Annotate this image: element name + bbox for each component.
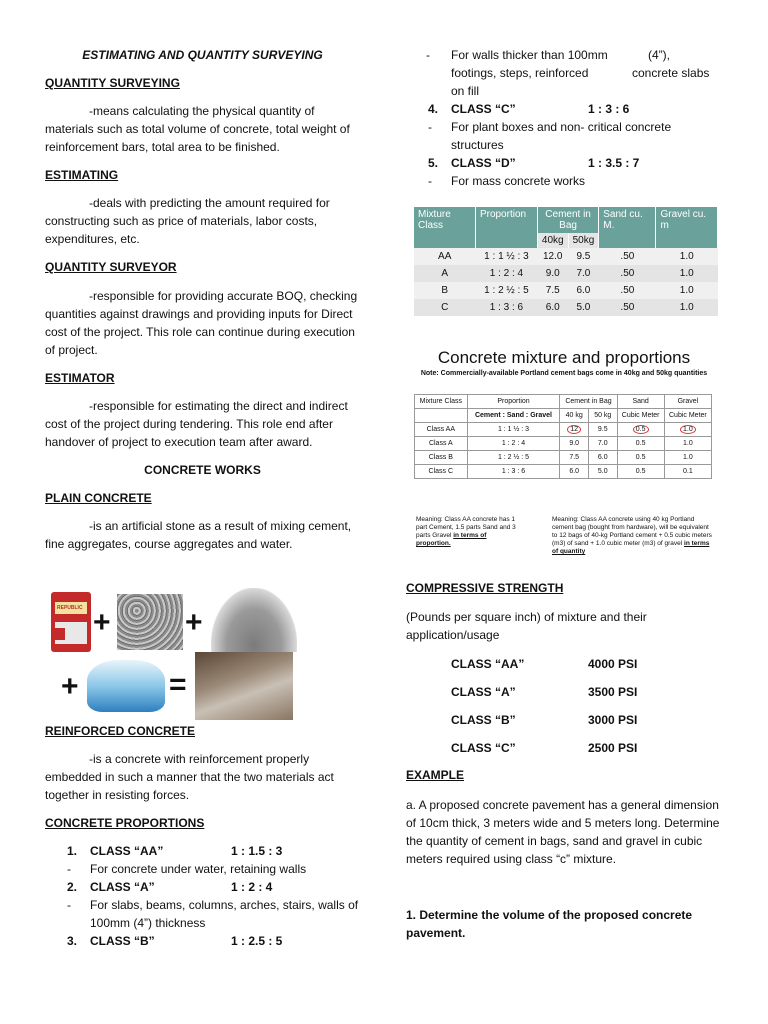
figure-cell: 6.0 xyxy=(588,451,617,465)
table-cell: 1.0 xyxy=(656,248,718,265)
table-header: Gravel cu. m xyxy=(656,207,718,248)
text-plain-concrete: -is an artificial stone as a result of mixing cement, fine aggregates, course aggregates and water. xyxy=(45,519,352,551)
circled-value: 0.5 xyxy=(633,425,649,434)
equals-sign: = xyxy=(169,668,187,701)
concrete-mixture-figure xyxy=(414,348,714,572)
strength-value: 2500 PSI xyxy=(588,741,638,755)
figure-title: Concrete mixture and proportions xyxy=(437,348,691,367)
table-cell: .50 xyxy=(599,299,656,316)
text-estimating: -deals with predicting the amount required for constructing such as price of materials, labor costs, expenditures, etc. xyxy=(45,196,330,246)
text-reinforced-concrete: -is a concrete with reinforcement properly embedded in such a manner that the two materials act together in resisting forces. xyxy=(45,752,334,802)
figure-subheader: 40 kg xyxy=(560,409,589,423)
table-cell: 5.0 xyxy=(568,299,599,316)
class-b-desc-part-2b: concrete slabs xyxy=(632,66,710,80)
table-cell: 1.0 xyxy=(656,299,718,316)
table-cell: 1 : 3 : 6 xyxy=(475,299,537,316)
figure-subheader: Cubic Meter xyxy=(617,409,664,423)
item-label: CLASS “C” xyxy=(451,102,516,116)
table-cell: B xyxy=(414,282,475,299)
table-cell: 7.0 xyxy=(568,265,599,282)
item-ratio: 1 : 3 : 6 xyxy=(588,102,630,116)
item-label: CLASS “A” xyxy=(90,880,155,894)
class-b-desc-part-1b: (4”), xyxy=(648,48,670,62)
figure-cell: 1.0 xyxy=(664,437,711,451)
heading-compressive-strength: COMPRESSIVE STRENGTH xyxy=(406,581,564,595)
strength-label: CLASS “A” xyxy=(451,685,516,699)
table-cell: AA xyxy=(414,248,475,265)
gravel-picture xyxy=(117,594,183,650)
item-number: 2. xyxy=(67,880,78,894)
figure-cell: 1.0 xyxy=(664,451,711,465)
table-cell: .50 xyxy=(599,248,656,265)
table-row xyxy=(414,248,718,265)
step-one: 1. Determine the volume of the proposed concrete pavement. xyxy=(406,908,693,940)
table-cell: 1 : 1 ½ : 3 xyxy=(475,248,537,265)
table-row xyxy=(414,282,718,299)
text-quantity-surveyor: -responsible for providing accurate BOQ, checking quantities against drawings and providing inputs for Direct cost of the project. This role can continue during execution of project. xyxy=(45,289,358,357)
figure-cell: 5.0 xyxy=(588,465,617,479)
strength-label: CLASS “AA” xyxy=(451,657,525,671)
table-cell: .50 xyxy=(599,265,656,282)
text-quantity-surveying: -means calculating the physical quantity of materials such as total volume of concrete, total weight of reinforcement bars, total area to be finished. xyxy=(45,104,350,154)
item-ratio: 1 : 2.5 : 5 xyxy=(231,934,283,948)
figure-table xyxy=(414,394,712,479)
table-row xyxy=(414,299,718,316)
item-number: 4. xyxy=(428,102,439,116)
heading-quantity-surveyor: QUANTITY SURVEYOR xyxy=(45,260,177,274)
figure-cell: 0.5 xyxy=(617,465,664,479)
table-cell: 7.5 xyxy=(537,282,568,299)
table-header: Mixture Class xyxy=(414,207,475,248)
figure-cell: 9.5 xyxy=(588,423,617,437)
figure-cell xyxy=(617,423,664,437)
concrete-mix-picture xyxy=(195,652,293,720)
text-estimator: -responsible for estimating the direct and indirect cost of the project during tendering. This role end after handover of project to execution team after award. xyxy=(45,399,348,449)
figure-cell: 0.5 xyxy=(617,451,664,465)
figure-cell: 1 : 2 : 4 xyxy=(467,437,560,451)
mixture-class-table xyxy=(414,207,718,316)
table-cell: C xyxy=(414,299,475,316)
item-number: 5. xyxy=(428,156,439,170)
item-description: For concrete under water, retaining walls xyxy=(90,862,307,876)
circled-value: 1.0 xyxy=(680,425,696,434)
table-header: Sand cu. M. xyxy=(599,207,656,248)
heading-plain-concrete: PLAIN CONCRETE xyxy=(45,491,152,505)
figure-cell: Class AA xyxy=(415,423,468,437)
figure-header: Cement in Bag xyxy=(560,395,617,409)
class-b-desc-part-2: footings, steps, reinforced xyxy=(451,66,589,80)
figure-row xyxy=(415,437,712,451)
figure-header: Sand xyxy=(617,395,664,409)
circled-value: 12 xyxy=(567,425,581,434)
water-picture xyxy=(87,660,165,712)
table-cell: 1 : 2 ½ : 5 xyxy=(475,282,537,299)
item-description: For plant boxes and non- critical concrete structures xyxy=(451,120,672,152)
figure-row xyxy=(415,465,712,479)
figure-header: Proportion xyxy=(467,395,560,409)
item-description: For slabs, beams, columns, arches, stairs, walls of 100mm (4”) thickness xyxy=(90,898,359,930)
table-cell: 1.0 xyxy=(656,265,718,282)
figure-cell xyxy=(664,423,711,437)
table-header: Proportion xyxy=(475,207,537,248)
table-header: Cement in Bag xyxy=(537,207,598,233)
figure-header: Gravel xyxy=(664,395,711,409)
figure-cell: 6.0 xyxy=(560,465,589,479)
text-example: a. A proposed concrete pavement has a general dimension of 10cm thick, 3 meters wide and 5 meters long. Determine the quantity of cement in bags, sand and gravel in cubic meters required using class “c” mixture. xyxy=(406,798,720,866)
item-ratio: 1 : 1.5 : 3 xyxy=(231,844,283,858)
figure-cell: Class C xyxy=(415,465,468,479)
item-ratio: 1 : 3.5 : 7 xyxy=(588,156,640,170)
heading-concrete-works: CONCRETE WORKS xyxy=(144,463,261,477)
figure-cell: Class B xyxy=(415,451,468,465)
figure-header: Mixture Class xyxy=(415,395,468,409)
bullet-dash: - xyxy=(428,174,432,188)
table-cell: 12.0 xyxy=(537,248,568,265)
plus-sign: + xyxy=(93,606,111,639)
meaning-quantity-emphasis: in terms of quantity xyxy=(552,540,710,555)
figure-row xyxy=(415,451,712,465)
bullet-dash: - xyxy=(428,120,432,134)
table-subheader: 40kg xyxy=(537,233,568,248)
strength-list xyxy=(406,655,726,765)
strength-label: CLASS “B” xyxy=(451,713,516,727)
plus-sign: + xyxy=(185,606,203,639)
item-description: For mass concrete works xyxy=(451,174,586,188)
strength-value: 3500 PSI xyxy=(588,685,638,699)
figure-cell xyxy=(415,409,468,423)
table-cell: 1.0 xyxy=(656,282,718,299)
table-cell: 9.5 xyxy=(568,248,599,265)
sand-picture xyxy=(211,588,297,652)
table-cell: A xyxy=(414,265,475,282)
figure-cell: 0.1 xyxy=(664,465,711,479)
item-label: CLASS “B” xyxy=(90,934,155,948)
table-cell: 6.0 xyxy=(568,282,599,299)
meaning-quantity-text: Meaning: Class AA concrete using 40 kg Portland cement bag (bought from hardware), will be equivalent to 12 bags of 40-kg Portland cement + 0.5 cubic meters (m3) of sand + 1.0 cubic meter (m3) of gravel xyxy=(552,516,712,547)
figure-cell: 7.0 xyxy=(588,437,617,451)
heading-estimator: ESTIMATOR xyxy=(45,371,115,385)
class-b-desc-part-3: on fill xyxy=(451,84,480,98)
heading-concrete-proportions: CONCRETE PROPORTIONS xyxy=(45,816,205,830)
item-number: 1. xyxy=(67,844,78,858)
item-label: CLASS “AA” xyxy=(90,844,164,858)
class-b-desc-part-1: For walls thicker than 100mm xyxy=(451,48,608,62)
figure-cell: 1 : 2 ½ : 5 xyxy=(467,451,560,465)
table-cell: .50 xyxy=(599,282,656,299)
heading-estimating: ESTIMATING xyxy=(45,168,119,182)
figure-cell xyxy=(560,423,589,437)
table-row xyxy=(414,265,718,282)
figure-cell: Class A xyxy=(415,437,468,451)
meaning-proportion xyxy=(416,516,516,548)
plus-sign: + xyxy=(61,670,79,703)
cement-bag-picture xyxy=(49,588,93,654)
figure-row xyxy=(415,423,712,437)
item-label: CLASS “D” xyxy=(451,156,516,170)
bullet-dash: - xyxy=(67,862,71,876)
strength-value: 4000 PSI xyxy=(588,657,638,671)
figure-cell: 7.5 xyxy=(560,451,589,465)
figure-cell: 0.5 xyxy=(617,437,664,451)
strength-value: 3000 PSI xyxy=(588,713,638,727)
text-compressive-strength: (Pounds per square inch) of mixture and their application/usage xyxy=(406,610,647,642)
bullet-dash: - xyxy=(426,48,430,62)
figure-subheader: Cement : Sand : Gravel xyxy=(467,409,560,423)
meaning-quantity xyxy=(552,516,712,556)
heading-reinforced-concrete: REINFORCED CONCRETE xyxy=(45,724,196,738)
meaning-proportion-emphasis: in terms of proportion. xyxy=(416,532,487,547)
heading-example: EXAMPLE xyxy=(406,768,465,782)
table-cell: 9.0 xyxy=(537,265,568,282)
figure-cell: 9.0 xyxy=(560,437,589,451)
figure-subheader: 50 kg xyxy=(588,409,617,423)
figure-note: Note: Commercially-available Portland cement bags come in 40kg and 50kg quantities xyxy=(420,370,708,377)
heading-quantity-surveying: QUANTITY SURVEYING xyxy=(45,76,180,90)
figure-cell: 1 : 3 : 6 xyxy=(467,465,560,479)
figure-cell: 1 : 1 ½ : 3 xyxy=(467,423,560,437)
table-cell: 1 : 2 : 4 xyxy=(475,265,537,282)
meaning-proportion-text: Meaning: Class AA concrete has 1 part Cement, 1.5 parts Sand and 3 parts Gravel xyxy=(416,516,516,539)
item-number: 3. xyxy=(67,934,78,948)
item-ratio: 1 : 2 : 4 xyxy=(231,880,273,894)
document-title: ESTIMATING AND QUANTITY SURVEYING xyxy=(82,48,323,62)
strength-label: CLASS “C” xyxy=(451,741,516,755)
table-cell: 6.0 xyxy=(537,299,568,316)
cement-bag-logo: REPUBLIC xyxy=(57,605,83,611)
table-subheader: 50kg xyxy=(568,233,599,248)
bullet-dash: - xyxy=(67,898,71,912)
figure-subheader: Cubic Meter xyxy=(664,409,711,423)
